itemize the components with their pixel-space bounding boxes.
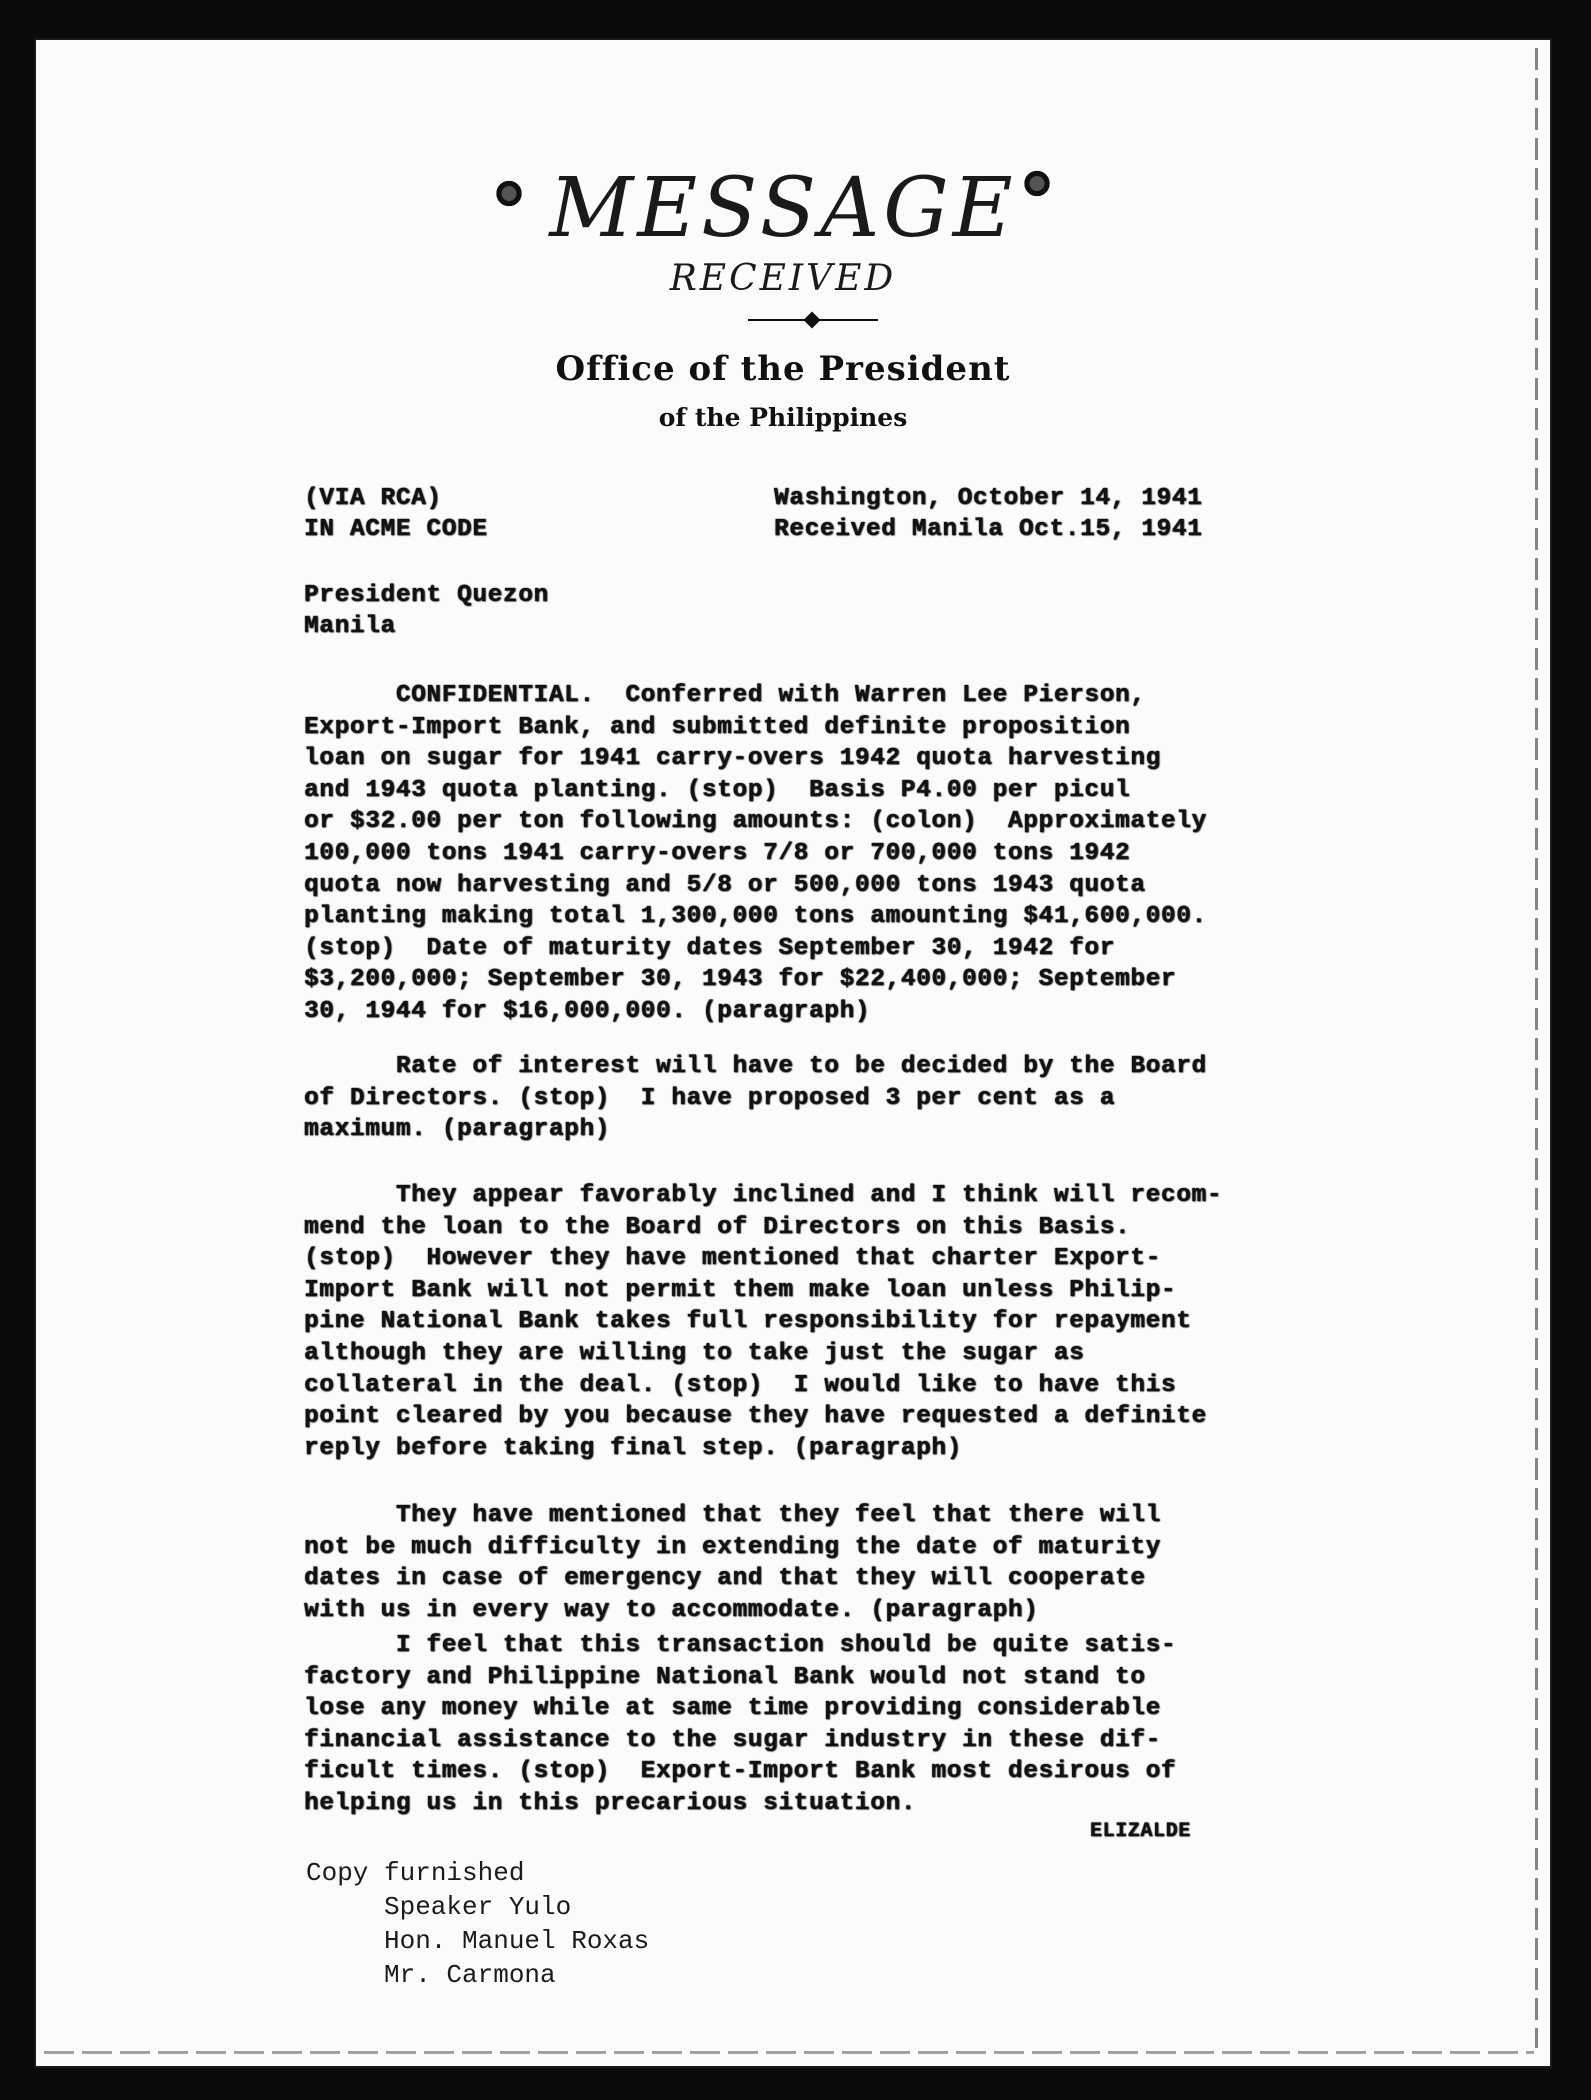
addressee-city: Manila — [304, 613, 396, 640]
paragraph-5: I feel that this transaction should be quite satis- factory and Philippine National Bank would not stand to lose any money while at same time providing considerable financial assistance to the sugar industry in these dif- ficult times. (stop) Export-Import Bank most desirous of helping us in this precarious situation. — [304, 1632, 1177, 1817]
addressee-name: President Quezon — [304, 582, 549, 609]
copy-recipient: Speaker Yulo — [384, 1892, 572, 1922]
paragraph-1: CONFIDENTIAL. Conferred with Warren Lee Pierson, Export-Import Bank, and submitted definite proposition loan on sugar for 1941 carry-overs 1942 quota harvesting and 1943 quota planting. (stop) Basis P4.00 per picul or $32.00 per ton following amounts: (colon) Approximately 100,000 tons 1941 carry-overs 7/8 or 700,000 tons 1942 quota now harvesting and 5/8 or 500,000 tons 1943 quota planting making total 1,300,000 tons amounting $41,600,000. (stop) Date of maturity dates September 30, 1942 for $3,200,000; September 30, 1943 for $22,400,000; September 30, 1944 for $16,000,000. (paragraph) — [304, 682, 1207, 1025]
received-date: Received Manila Oct.15, 1941 — [774, 516, 1203, 543]
paragraph-3: They appear favorably inclined and I think will recom- mend the loan to the Board of Directors on this Basis. (stop) However they have mentioned that charter Export- Import Bank will not permit them make loan unless Philip- pine National Bank takes full responsibility for repayment although they are willing to take just the sugar as collateral in the deal. (stop) I would like to have this point cleared by you because they have requested a definite reply before taking final step. (paragraph) — [304, 1182, 1223, 1462]
signature: ELIZALDE — [1090, 1820, 1191, 1843]
page-edge-bottom — [44, 2051, 1534, 2054]
copy-recipient: Hon. Manuel Roxas — [384, 1926, 650, 1956]
letterhead-divider — [748, 319, 878, 321]
copy-furnished-label: Copy furnished — [306, 1858, 525, 1888]
code-line: IN ACME CODE — [304, 516, 488, 543]
via-line: (VIA RCA) — [304, 485, 442, 512]
paragraph-2: Rate of interest will have to be decided by the Board of Directors. (stop) I have proposed 3 per cent as a maximum. (paragraph) — [304, 1053, 1207, 1144]
document-page — [34, 38, 1552, 2068]
letterhead-subtitle: RECEIVED — [669, 258, 897, 299]
copy-recipient: Mr. Carmona — [384, 1960, 556, 1990]
letterhead-office: Office of the President — [555, 349, 1011, 389]
letterhead-title: MESSAGE — [549, 161, 1017, 256]
letterhead-country: of the Philippines — [658, 403, 908, 432]
letterhead — [34, 161, 1552, 432]
paragraph-4: They have mentioned that they feel that there will not be much difficulty in extending the date of maturity dates in case of emergency and that they will cooperate with us in every way to accommodate. (paragraph) — [304, 1502, 1161, 1624]
sent-date: Washington, October 14, 1941 — [774, 485, 1203, 512]
